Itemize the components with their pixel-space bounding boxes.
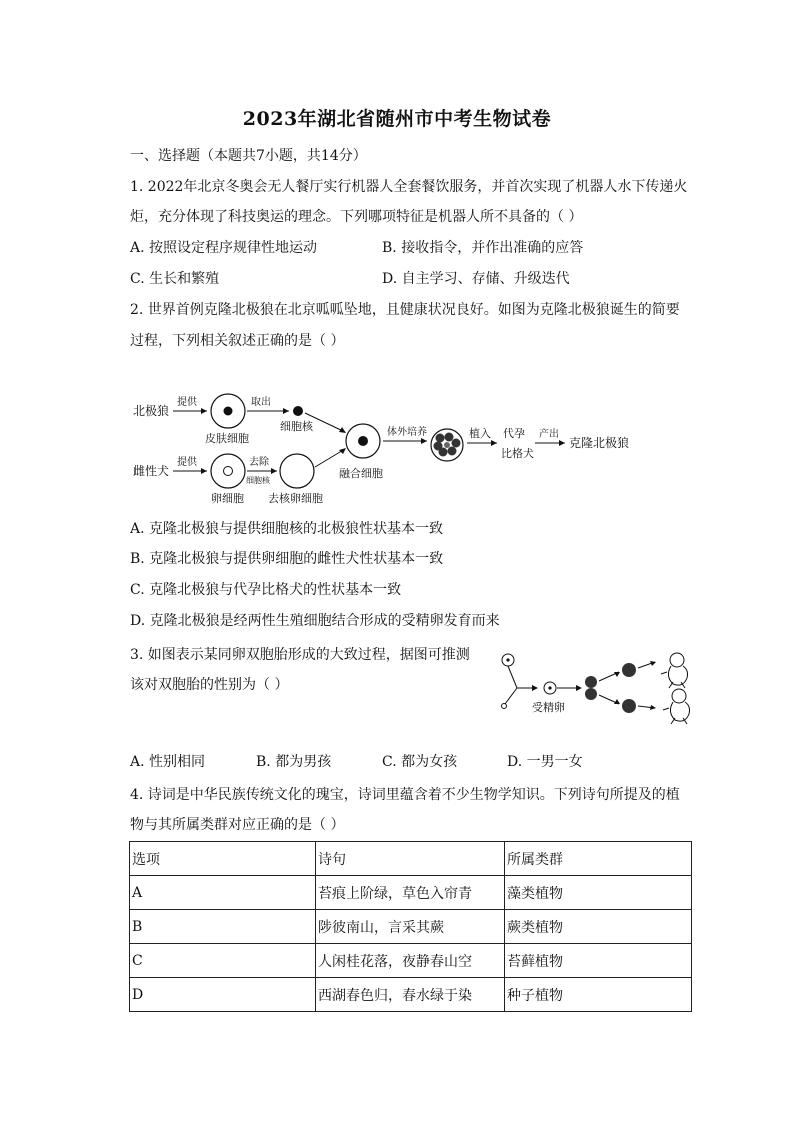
embryo-cluster-icon <box>431 429 463 461</box>
label-arctic-wolf: 北极狼 <box>133 404 170 418</box>
q1-stem-line2: 炬，充分体现了科技奥运的理念。下列哪项特征是机器人所不具备的（ ） <box>130 209 583 225</box>
skin-cell-nucleus-icon <box>224 407 233 416</box>
q1-option-d: D. 自主学习、存储、升级迭代 <box>382 271 570 287</box>
fetus-bottom-icon <box>663 689 690 724</box>
q3-option-a: A. 性别相同 <box>130 754 206 770</box>
label-remove-sub: 细胞核 <box>246 476 270 485</box>
table-cell: 西湖春色归，春水绿于染 <box>315 978 504 1012</box>
table-header-row <box>130 842 692 876</box>
label-produce: 产出 <box>539 429 559 440</box>
q1-option-c: C. 生长和繁殖 <box>130 271 220 287</box>
table-cell: 苔藓植物 <box>505 944 692 978</box>
table-cell: A <box>130 876 316 910</box>
table-cell: 苔痕上阶绿，草色入帘青 <box>315 876 504 910</box>
embryo-bottom-icon <box>622 699 636 713</box>
table-row <box>130 978 692 1012</box>
label-implant: 植入 <box>469 427 491 440</box>
q2-stem-line2: 过程，下列相关叙述正确的是（ ） <box>130 333 345 349</box>
twin-formation-diagram <box>495 648 700 730</box>
table-cell: B <box>130 910 316 944</box>
q4-stem-line2: 物与其所属类群对应正确的是（ ） <box>130 817 345 833</box>
table-cell: 陟彼南山，言采其蕨 <box>315 910 504 944</box>
q3-option-d: D. 一男一女 <box>507 754 583 770</box>
label-surrogate-2: 比格犬 <box>501 447 534 460</box>
q1-stem-line1: 1. 2022年北京冬奥会无人餐厅实行机器人全套餐饮服务，并首次实现了机器人水下传递火 <box>130 179 688 195</box>
q3-stem-line1: 3. 如图表示某同卵双胞胎形成的大致过程，据图可推测 <box>130 647 470 663</box>
cell-bottom-icon <box>585 688 597 700</box>
table-row <box>130 876 692 910</box>
q2-option-c: C. 克隆北极狼与代孕比格犬的性状基本一致 <box>130 582 402 598</box>
label-cloned-wolf: 克隆北极狼 <box>569 436 630 450</box>
q1-option-a: A. 按照设定程序规律性地运动 <box>130 240 318 256</box>
q4-table <box>129 841 692 1012</box>
fused-cell-nucleus-icon <box>358 436 368 446</box>
arrow-to-fusion-bottom <box>315 449 345 467</box>
table-cell: 藻类植物 <box>505 876 692 910</box>
arrow-head <box>201 408 207 414</box>
cloning-process-diagram <box>125 385 645 510</box>
table-header-cell: 诗句 <box>315 842 504 876</box>
table-cell: 种子植物 <box>505 978 692 1012</box>
label-provide-bottom: 提供 <box>177 457 197 468</box>
label-zygote: 受精卵 <box>532 701 565 714</box>
table-cell: 蕨类植物 <box>505 910 692 944</box>
cell-top-icon <box>585 676 597 688</box>
section-heading: 一、选择题（本题共7小题，共14分） <box>130 148 367 164</box>
q2-stem-line1: 2. 世界首例克隆北极狼在北京呱呱坠地，且健康状况良好。如图为克隆北极狼诞生的简要 <box>130 302 680 318</box>
q4-stem-line1: 4. 诗词是中华民族传统文化的瑰宝，诗词里蕴含着不少生物学知识。下列诗句所提及的植 <box>130 787 680 803</box>
label-female-dog: 雌性犬 <box>133 464 170 478</box>
q3-option-c: C. 都为女孩 <box>382 754 458 770</box>
egg-cell-nucleus-icon <box>224 467 233 476</box>
page-title: 2023年湖北省随州市中考生物试卷 <box>242 108 552 130</box>
label-surrogate-1: 代孕 <box>503 427 525 440</box>
label-remove: 去除 <box>249 457 269 468</box>
q3-stem-line2: 该对双胞胎的性别为（ ） <box>130 677 289 693</box>
table-cell: C <box>130 944 316 978</box>
nucleus-icon <box>293 406 303 416</box>
table-header-cell: 所属类群 <box>505 842 692 876</box>
q1-option-b: B. 接收指令，并作出准确的应答 <box>382 240 584 256</box>
sperm-icon <box>502 654 517 688</box>
q2-option-d: D. 克隆北极狼是经两性生殖细胞结合形成的受精卵发育而来 <box>130 613 500 629</box>
fetus-top-icon <box>661 653 688 688</box>
egg-icon <box>502 688 518 709</box>
table-row <box>130 910 692 944</box>
q2-option-b: B. 克隆北极狼与提供卵细胞的雌性犬性状基本一致 <box>130 551 444 567</box>
label-fused-cell: 融合细胞 <box>339 467 383 480</box>
label-skin-cell: 皮肤细胞 <box>205 432 249 445</box>
label-provide-top: 提供 <box>177 397 197 408</box>
table-header-cell: 选项 <box>130 842 316 876</box>
label-extract: 取出 <box>251 397 271 408</box>
label-enucleated-egg: 去核卵细胞 <box>268 492 323 505</box>
table-cell: 人闲桂花落，夜静春山空 <box>315 944 504 978</box>
q3-option-b: B. 都为男孩 <box>256 754 332 770</box>
embryo-top-icon <box>622 663 636 677</box>
label-nucleus: 细胞核 <box>280 420 313 433</box>
enucleated-egg-icon <box>280 454 314 488</box>
label-egg-cell: 卵细胞 <box>211 492 244 505</box>
table-cell: D <box>130 978 316 1012</box>
label-in-vitro: 体外培养 <box>387 427 427 438</box>
table-row <box>130 944 692 978</box>
q2-option-a: A. 克隆北极狼与提供细胞核的北极狼性状基本一致 <box>130 521 444 537</box>
